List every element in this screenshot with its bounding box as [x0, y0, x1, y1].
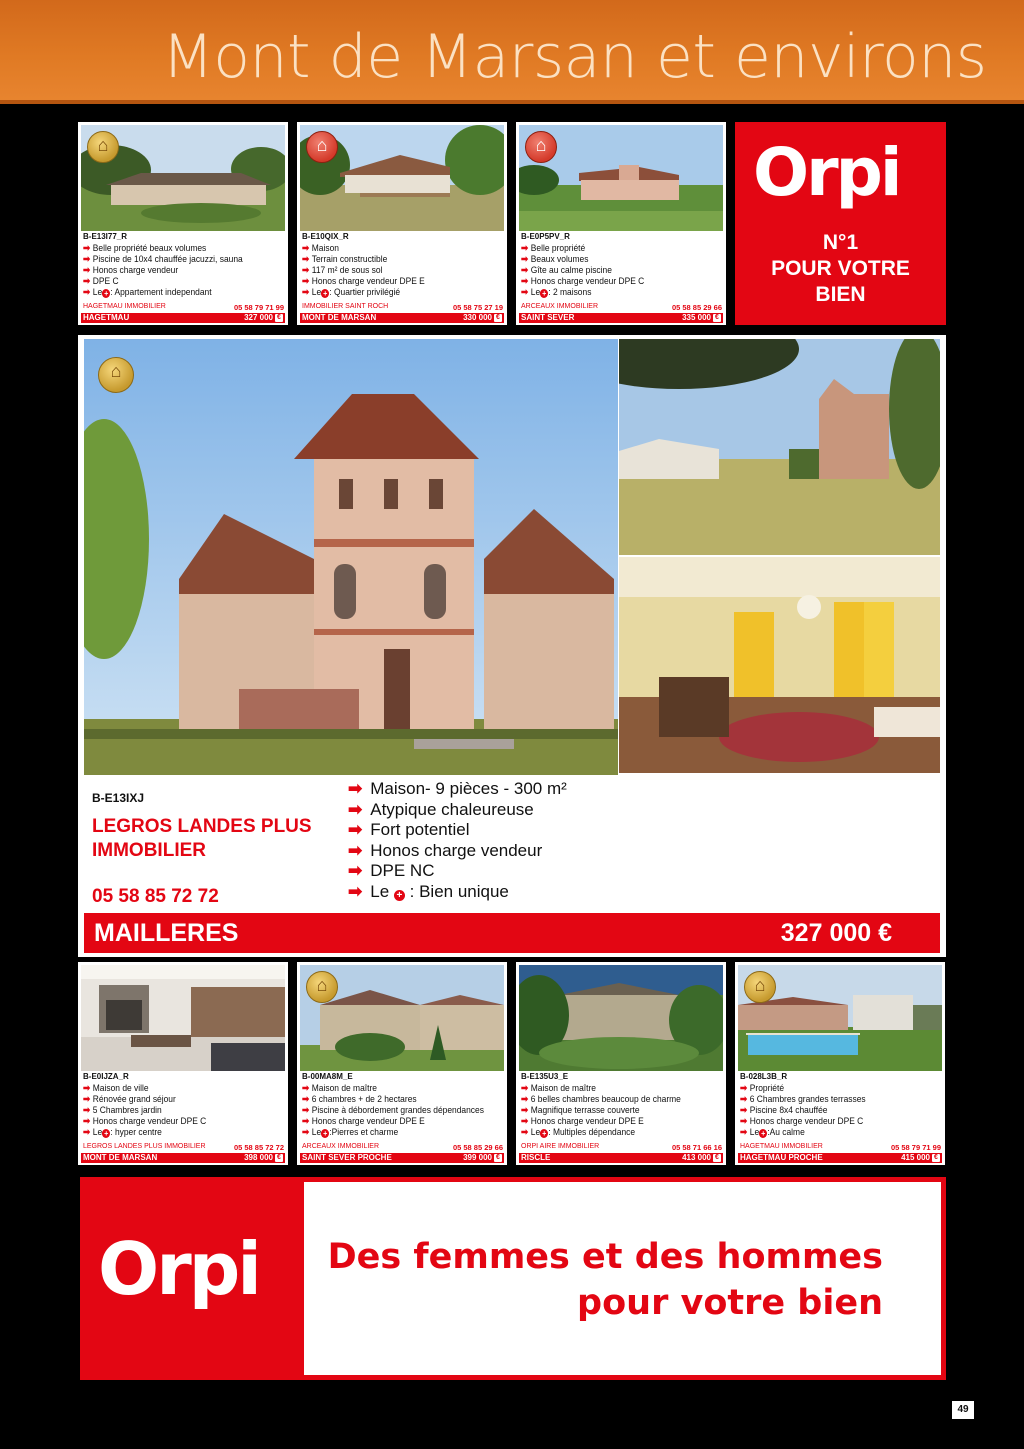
feature: Fort potentiel	[370, 820, 470, 840]
price: 413 000	[682, 1153, 711, 1162]
arrow-icon: ➡	[302, 264, 310, 275]
quality-badge-icon	[744, 971, 776, 1003]
price: 327 000 €	[780, 919, 892, 947]
arrow-icon: ➡	[302, 1104, 310, 1115]
arrow-icon: ➡	[521, 1115, 529, 1126]
feature-list	[83, 242, 288, 298]
listing-card[interactable]	[516, 122, 726, 325]
feature: Atypique chaleureuse	[370, 799, 534, 819]
feature: 117 m² de sous sol	[311, 264, 383, 275]
feature-list	[302, 242, 507, 298]
orpi-promo-box	[735, 122, 946, 325]
arrow-icon: ➡	[302, 242, 310, 253]
arrow-icon: ➡	[83, 1104, 91, 1115]
feature: 5 Chambres jardin	[92, 1104, 162, 1115]
agency-name: ARCEAUX IMMOBILIER	[521, 303, 599, 310]
euro-icon: €	[713, 1154, 721, 1162]
arrow-icon: ➡	[83, 1082, 91, 1093]
city: MAILLERES	[94, 919, 239, 947]
agency-name-line: LEGROS LANDES PLUS	[92, 816, 312, 837]
bonus-text: : hyper centre	[110, 1126, 162, 1137]
feature: Honos charge vendeur DPE C	[530, 275, 645, 286]
slogan-line: Des femmes et des hommes	[327, 1237, 883, 1277]
arrow-icon: ➡	[521, 1126, 529, 1137]
arrow-icon: ➡	[348, 881, 363, 901]
arrow-icon: ➡	[521, 1082, 529, 1093]
arrow-icon: ➡	[521, 242, 529, 253]
feature-list	[83, 1082, 288, 1138]
tagline-line: BIEN	[815, 283, 866, 306]
bonus-label: Le	[311, 286, 322, 297]
bonus-label: Le	[530, 286, 541, 297]
arrow-icon: ➡	[521, 286, 529, 297]
arrow-icon: ➡	[302, 1126, 310, 1137]
listing-ref: B-E13I77_R	[83, 232, 128, 241]
arrow-icon: ➡	[348, 779, 363, 798]
listing-ref: B-E13IXJ	[92, 791, 145, 805]
arrow-icon: ➡	[83, 1126, 91, 1137]
bonus-label: Le	[749, 1126, 760, 1137]
agency-name: IMMOBILIER SAINT ROCH	[302, 303, 389, 310]
arrow-icon: ➡	[740, 1115, 748, 1126]
property-photo-garden	[619, 339, 940, 555]
plus-icon: +	[104, 289, 109, 298]
feature: Propriété	[749, 1082, 785, 1093]
bonus-label: Le	[311, 1126, 322, 1137]
feature: DPE NC	[370, 861, 435, 881]
city: SAINT SEVER	[521, 313, 575, 322]
arrow-icon: ➡	[302, 1082, 310, 1093]
plus-icon: +	[542, 1129, 547, 1138]
property-photo	[738, 965, 942, 1071]
arrow-icon: ➡	[521, 264, 529, 275]
quality-badge-icon	[525, 131, 557, 163]
arrow-icon: ➡	[521, 1104, 529, 1115]
feature: Honos charge vendeur DPE C	[92, 1115, 207, 1126]
feature: Honos charge vendeur DPE E	[311, 1115, 425, 1126]
feature: Honos charge vendeur DPE C	[749, 1115, 864, 1126]
feature: Piscine de 10x4 chauffée jacuzzi, sauna	[92, 253, 243, 264]
city: RISCLE	[521, 1153, 551, 1162]
tagline-line: POUR VOTRE	[771, 257, 910, 280]
euro-icon: €	[494, 314, 502, 322]
quality-badge-icon	[98, 357, 134, 393]
plus-icon: +	[542, 289, 547, 298]
bonus-text: :Pierres et charme	[329, 1126, 399, 1137]
feature: Honos charge vendeur	[370, 840, 543, 860]
feature: Maison	[311, 242, 339, 253]
feature: 6 belles chambres beaucoup de charme	[530, 1093, 681, 1104]
price: 327 000	[244, 313, 273, 322]
feature: Maison- 9 pièces - 300 m²	[370, 779, 567, 798]
quality-badge-icon	[306, 131, 338, 163]
listing-card[interactable]	[297, 962, 507, 1165]
agency-phone[interactable]: 05 58 71 66 16	[671, 1143, 722, 1152]
bonus-label: Le	[530, 1126, 541, 1137]
plus-icon: +	[104, 1129, 109, 1138]
feature: Terrain constructible	[311, 253, 388, 264]
listing-ref: B-E10QIX_R	[302, 232, 349, 241]
arrow-icon: ➡	[83, 253, 91, 264]
property-photo	[300, 965, 504, 1071]
feature: Maison de ville	[92, 1082, 149, 1093]
arrow-icon: ➡	[348, 820, 363, 840]
page-number: 49	[952, 1401, 974, 1419]
banner-slogan	[328, 1234, 883, 1326]
euro-icon: €	[275, 314, 283, 322]
bonus-text: : Appartement independant	[110, 286, 212, 297]
agency-phone[interactable]: 05 58 75 27 19	[452, 303, 503, 312]
euro-icon: €	[494, 1154, 502, 1162]
feature: Magnifique terrasse couverte	[530, 1104, 640, 1115]
plus-icon: +	[761, 1129, 766, 1138]
euro-icon: €	[713, 314, 721, 322]
listing-card[interactable]	[735, 962, 945, 1165]
plus-icon: +	[323, 289, 328, 298]
feature: Honos charge vendeur DPE E	[530, 1115, 644, 1126]
listing-card[interactable]	[78, 962, 288, 1165]
agency-phone[interactable]: 05 58 79 71 99	[890, 1143, 941, 1152]
arrow-icon: ➡	[348, 861, 363, 881]
price-bar	[519, 1153, 723, 1163]
bonus-text: :Au calme	[767, 1126, 805, 1137]
price: 330 000	[463, 313, 492, 322]
agency-name: HAGETMAU IMMOBILIER	[740, 1143, 823, 1150]
arrow-icon: ➡	[348, 840, 363, 860]
bonus-label: Le	[92, 1126, 103, 1137]
arrow-icon: ➡	[740, 1093, 748, 1104]
page-header	[0, 0, 1024, 104]
city: SAINT SEVER PROCHE	[302, 1153, 392, 1162]
arrow-icon: ➡	[302, 253, 310, 264]
quality-badge-icon	[306, 971, 338, 1003]
euro-icon: €	[932, 1154, 940, 1162]
listing-card[interactable]	[297, 122, 507, 325]
agency-name: ARCEAUX IMMOBILIER	[302, 1143, 380, 1150]
listing-card[interactable]	[78, 122, 288, 325]
agency-name: LEGROS LANDES PLUS IMMOBILIER	[83, 1143, 206, 1150]
price-bar	[300, 1153, 504, 1163]
plus-icon: +	[323, 1129, 328, 1138]
feature: Beaux volumes	[530, 253, 589, 264]
arrow-icon: ➡	[348, 799, 363, 819]
property-photo	[300, 125, 504, 231]
feature-list	[521, 242, 726, 298]
price-bar	[81, 313, 285, 323]
feature: Rénovée grand séjour	[92, 1093, 176, 1104]
bonus-label: Le	[92, 286, 103, 297]
agency-phone[interactable]: 05 58 79 71 99	[233, 303, 284, 312]
page-title: Mont de Marsan et environs	[162, 22, 987, 92]
bonus-text: : 2 maisons	[548, 286, 592, 297]
feature: Honos charge vendeur	[92, 264, 179, 275]
arrow-icon: ➡	[83, 1093, 91, 1104]
price: 335 000	[682, 313, 711, 322]
featured-listing[interactable]	[78, 335, 946, 957]
feature: Belle propriété	[530, 242, 586, 253]
arrow-icon: ➡	[521, 253, 529, 264]
arrow-icon: ➡	[83, 275, 91, 286]
arrow-icon: ➡	[740, 1082, 748, 1093]
feature-list	[302, 1082, 507, 1138]
price: 415 000	[901, 1153, 930, 1162]
price-bar	[84, 913, 940, 953]
arrow-icon: ➡	[302, 1093, 310, 1104]
property-photo-main	[84, 339, 618, 775]
arrow-icon: ➡	[740, 1126, 748, 1137]
agency-name	[92, 815, 332, 863]
feature: Maison de maître	[311, 1082, 377, 1093]
bonus-label: Le	[370, 881, 390, 901]
arrow-icon: ➡	[83, 264, 91, 275]
listing-ref: B-E0IJZA_R	[83, 1072, 129, 1081]
arrow-icon: ➡	[83, 242, 91, 253]
slogan-line: pour votre bien	[577, 1283, 883, 1323]
property-photo	[519, 125, 723, 231]
feature-list	[740, 1082, 945, 1138]
arrow-icon: ➡	[302, 275, 310, 286]
arrow-icon: ➡	[740, 1104, 748, 1115]
feature: Piscine à débordement grandes dépendances	[311, 1104, 484, 1115]
arrow-icon: ➡	[83, 1115, 91, 1126]
city: HAGETMAU	[83, 313, 130, 322]
feature: Gîte au calme piscine	[530, 264, 612, 275]
agency-name: HAGETMAU IMMOBILIER	[83, 303, 166, 310]
bonus-text: : Quartier privilégié	[329, 286, 401, 297]
orpi-logo: Orpi	[98, 1227, 259, 1311]
tagline-line: N°1	[822, 231, 859, 254]
agency-phone[interactable]: 05 58 85 72 72	[233, 1143, 284, 1152]
property-photo	[81, 125, 285, 231]
listing-ref: B-E135U3_E	[521, 1072, 569, 1081]
listing-card[interactable]	[516, 962, 726, 1165]
feature: Maison de maître	[530, 1082, 596, 1093]
agency-phone[interactable]: 05 58 85 29 66	[452, 1143, 503, 1152]
bonus-text: : Bien unique	[409, 881, 509, 901]
listing-ref: B-028L3B_R	[740, 1072, 788, 1081]
feature: 6 Chambres grandes terrasses	[749, 1093, 866, 1104]
listing-ref: B-00MA8M_E	[302, 1072, 353, 1081]
feature: 6 chambres + de 2 hectares	[311, 1093, 417, 1104]
feature-list	[348, 779, 567, 903]
bonus-text: : Multiples dépendance	[548, 1126, 636, 1137]
city: MONT DE MARSAN	[83, 1153, 158, 1162]
orpi-tagline	[735, 230, 946, 308]
price-bar	[81, 1153, 285, 1163]
feature: DPE C	[92, 275, 119, 286]
arrow-icon: ➡	[521, 275, 529, 286]
quality-badge-icon	[87, 131, 119, 163]
property-photo	[519, 965, 723, 1071]
feature: Honos charge vendeur DPE E	[311, 275, 425, 286]
city: HAGETMAU PROCHE	[740, 1153, 823, 1162]
property-photo	[81, 965, 285, 1071]
price-bar	[519, 313, 723, 323]
agency-name: ORPI AIRE IMMOBILIER	[521, 1143, 600, 1150]
city: MONT DE MARSAN	[302, 313, 377, 322]
price: 398 000	[244, 1153, 273, 1162]
arrow-icon: ➡	[302, 1115, 310, 1126]
price: 399 000	[463, 1153, 492, 1162]
feature-list	[521, 1082, 726, 1138]
price-bar	[738, 1153, 942, 1163]
orpi-banner	[80, 1177, 946, 1380]
price-bar	[300, 313, 504, 323]
feature: Belle propriété beaux volumes	[92, 242, 207, 253]
agency-phone[interactable]: 05 58 85 29 66	[671, 303, 722, 312]
listing-ref: B-E0P5PV_R	[521, 232, 570, 241]
arrow-icon: ➡	[83, 286, 91, 297]
arrow-icon: ➡	[302, 286, 310, 297]
arrow-icon: ➡	[521, 1093, 529, 1104]
orpi-logo: Orpi	[753, 134, 900, 211]
feature: Piscine 8x4 chauffée	[749, 1104, 828, 1115]
agency-phone[interactable]: 05 58 85 72 72	[92, 886, 219, 907]
euro-icon: €	[275, 1154, 283, 1162]
banner-slogan-panel	[304, 1182, 941, 1375]
property-photo-interior	[619, 557, 940, 773]
plus-icon: +	[394, 890, 405, 901]
agency-name-line: IMMOBILIER	[92, 840, 206, 861]
